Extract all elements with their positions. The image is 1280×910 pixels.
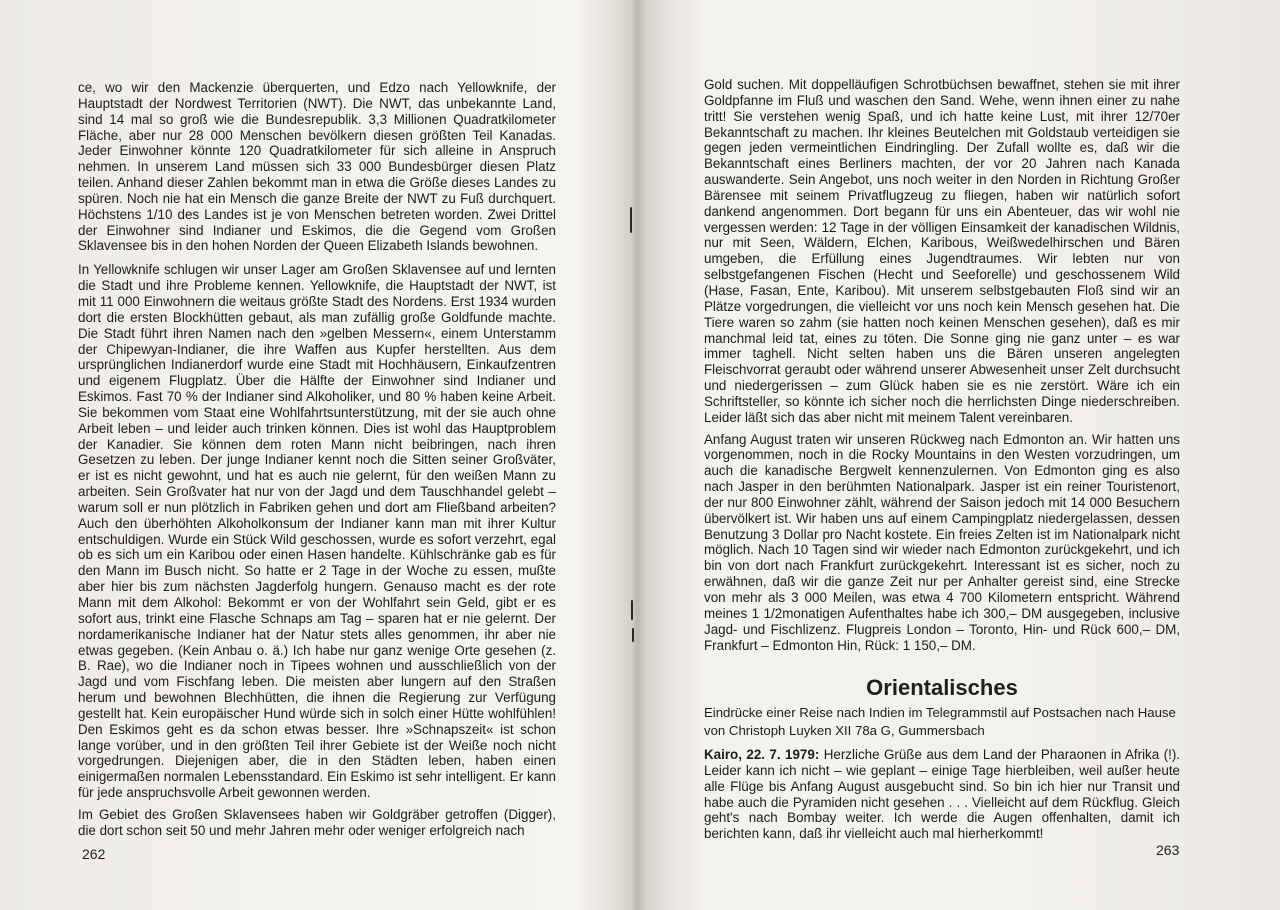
left-text-column [78, 80, 556, 839]
paragraph-goldgraeber: Im Gebiet des Großen Sklavensees haben wir Goldgräber getroffen (Digger), die dort schon seit 50 und mehr Jahren mehr oder weniger erfolgreich nach [78, 806, 556, 838]
binding-mark [630, 207, 632, 233]
entry-date: Kairo, 22. 7. 1979: [704, 746, 820, 762]
paragraph-rueckweg: Anfang August traten wir unseren Rückweg nach Edmonton an. Wir hatten uns vorgenommen, noch in die Rocky Mountains in den Westen vorzudringen, um auch die kanadische Bergwelt kennenzulernen. Von Edmonton ging es also nach Jasper in den berühmten Nationalpark. Jasper ist ein reiner Touristenort, der nur 800 Einwohner zählt, während der Saison jedoch mit 14 000 Besuchern übervölkert ist. Wir haben uns auf einem Campingplatz niedergelassen, dessen Benutzung 3 Dollar pro Nacht kostete. Ein freies Zelten ist im Nationalpark nicht möglich. Nach 10 Tagen sind wir wieder nach Edmonton zurückgekehrt, und ich bin von dort nach Frankfurt zurückgekehrt. Interessant ist es sicher, noch zu erwähnen, daß wir die ganze Zeit nur per Anhalter gereist sind, eine Strecke von mehr als 3 000 Meilen, was etwa 4 700 Kilometern entspricht. Während meines 1 1/2monatigen Aufenthaltes habe ich 300,– DM ausgegeben, inclusive Jagd- und Fischlizenz. Flugpreis London – Toronto, Hin- und Rück 600,– DM, Frankfurt – Edmonton Hin, Rück: 1 150,– DM. [704, 431, 1180, 653]
page-number-left: 262 [82, 846, 106, 862]
right-text-column [704, 77, 1180, 842]
right-page [650, 0, 1280, 910]
diary-entry [704, 747, 1180, 842]
section-author: von Christoph Luyken XII 78a G, Gummersbach [704, 723, 985, 739]
binding-mark [632, 628, 634, 642]
page-number-right: 263 [1156, 842, 1180, 858]
section-subheading: Eindrücke einer Reise nach Indien im Telegrammstil auf Postsachen nach Hause [704, 705, 1176, 721]
binding-mark [631, 600, 633, 620]
entry-text: Herzliche Grüße aus dem Land der Pharaonen in Afrika (!). Leider kann ich nicht – wie geplant – einige Tage hierbleiben, weil außer heute alle Flüge bis Anfang August ausgebucht sind. So bin ich hier nur Transit und habe auch die Pyramiden nicht gesehen . . . Vielleicht auf dem Rückflug. Gleich geht's nach Bombay weiter. Ich werde die Augen offenhalten, damit ich berichten kann, daß ihr vielleicht auch mal hierherkommt! [704, 746, 1180, 842]
paragraph-gold: Gold suchen. Mit doppelläufigen Schrotbüchsen bewaffnet, stehen sie mit ihrer Goldpfanne im Fluß und waschen den Sand. Wehe, wenn ihnen einer zu nahe tritt! Sie verstehen wenig Spaß, und ich hatte keine Lust, mit ihrer 12/70er Bekanntschaft zu machen. Ihr kleines Beutelchen mit Goldstaub verteidigen sie gegen jeden vermeintlichen Eindringling. Der Zufall wollte es, daß wir die Bekanntschaft eines Berliners machten, der vor 20 Jahren nach Kanada auswanderte. Sein Angebot, uns noch weiter in den Norden in Richtung Großer Bärensee mit seinem Privatflugzeug zu fliegen, haben wir natürlich sofort dankend angenommen. Dort begann für uns ein Abenteuer, das wir wohl nie vergessen werden: 12 Tage in der völligen Einsamkeit der kanadischen Wildnis, nur mit Seen, Wäldern, Elchen, Karibous, Weißwedelhirschen und Bären umgeben, die Erfüllung eines Jugendtraumes. Wir lebten nur von selbstgefangenen Fischen (Hecht und Seeforelle) und geschossenem Wild (Hase, Fasan, Ente, Karibou). Mit unserem selbstgebauten Floß sind wir an Plätze vorgedrungen, die vielleicht vor uns noch kein Mensch gesehen hat. Die Tiere waren so zahm (sie hatten noch keinen Menschen gesehen), daß es mir manchmal leid tat, eines zu töten. Die Sonne ging nie ganz unter – es war immer taghell. Nicht selten haben uns die Bären unseren angelegten Fleischvorrat geraubt oder während unserer Abwesenheit unser Zelt durchsucht und niedergerissen – zum Glück haben sie es nie zerstört. Wäre ich ein Schriftsteller, so könnte ich sicher noch die herrlichsten Dinge niederschreiben. Leider läßt sich das aber nicht mit meinem Talent vereinbaren. [704, 77, 1180, 425]
left-page [0, 0, 630, 910]
paragraph-nwt: ce, wo wir den Mackenzie überquerten, und Edzo nach Yellowknife, der Hauptstadt der Nordwest Territorien (NWT). Die NWT, das unbekannte Land, sind 14 mal so groß wie die Bundesrepublik. 3,3 Millionen Quadratkilometer Fläche, aber nur 28 000 Menschen bevölkern diesen größten Teil Kanadas. Jeder Einwohner könnte 120 Quadratkilometer für sich alleine in Anspruch nehmen. In unserem Land müssen sich 33 000 Bundesbürger diesen Platz teilen. Anhand dieser Zahlen bekommt man in etwa die Größe dieses Landes zu spüren. Noch nie hat ein Mensch die ganze Breite der NWT zu Fuß durchquert. Höchstens 1/10 des Landes ist je von Menschen betreten worden. Zwei Drittel der Einwohner sind Indianer und Eskimos, die die Gegend vom Großen Sklavensee bis in den hohen Norden der Queen Elizabeth Islands bewohnen. [78, 80, 556, 254]
section-heading: Orientalisches [866, 675, 1018, 701]
paragraph-yellowknife: In Yellowknife schlugen wir unser Lager am Großen Sklavensee auf und lernten die Stadt und ihre Probleme kennen. Yellowknife, die Hauptstadt der NWT, ist mit 11 000 Einwohnern die weitaus größte Stadt des Nordens. Erst 1934 wurden dort die ersten Blockhütten gebaut, als man zufällig große Goldfunde machte. Die Stadt führt ihren Namen nach den »gelben Messern«, einem Unterstamm der Chipewyan-Indianer, die ihre Waffen aus Kupfer herstellten. Aus dem ursprünglichen Indianerdorf wurde eine Stadt mit Hochhäusern, Einkaufzentren und eigenem Flugplatz. Über die Hälfte der Einwohner sind Indianer und Eskimos. Fast 70 % der Indianer sind Alkoholiker, und 80 % haben keine Arbeit. Sie bekommen vom Staat eine Wohlfahrtsunterstützung, mit der sie auch ohne Arbeit leben – und leider auch trinken können. Dies ist wohl das Hauptproblem der Kanadier. Sie können dem roten Mann nicht beibringen, nach ihren Gesetzen zu leben. Der junge Indianer kennt noch die Sitten seiner Großväter, er ist es nicht gewohnt, und hat es auch nie gelernt, für den weißen Mann zu arbeiten. Sein Großvater hat nur von der Jagd und dem Tauschhandel gelebt – warum soll er nun plötzlich in Fabriken gehen und dort am Fließband arbeiten? Auch den überhöhten Alkoholkonsum der Indianer kann man mit ihrer Kultur entschuldigen. Wurde ein Stück Wild geschossen, wurde es sofort verzehrt, egal ob es sich um ein Karibou oder einen Hasen handelte. Kühlschränke gab es für den Mann im Busch nicht. So hatte er 2 Tage in der Woche zu essen, mußte aber hier bis zum nächsten Jagderfolg hungern. Genauso macht es der rote Mann mit dem Alkohol: Bekommt er von der Wohlfahrt sein Geld, gibt er es sofort aus, trinkt eine Flasche Schnaps am Tag – sparen hat er nie gelernt. Der nordamerikanische Indianer hat der Natur stets alles genommen, ihr aber nie etwas gegeben. (Kein Anbau o. ä.) Ich habe nur ganz wenige Orte gesehen (z. B. Rae), wo die Indianer noch in Tipees wohnen und ausschließlich von der Jagd und vom Fischfang leben. Die meisten aber lungern auf den Straßen herum und bewohnen Blechhütten, die ihnen die Regierung zur Verfügung gestellt hat. Kein europäischer Hund würde sich in solch einer Hütte wohlfühlen! Den Eskimos geht es da schon etwas besser. Ihre »Schnapszeit« ist schon lange vorüber, und in den größten Teil ihrer Gebiete ist der Weiße noch nicht vorgedrungen. Diejenigen aber, die in den Städten leben, haben einen einigermaßen normalen Lebensstandard. Ein Eskimo ist sehr intelligent. Er kann für jede anspruchsvolle Arbeit gewonnen werden. [78, 262, 556, 801]
